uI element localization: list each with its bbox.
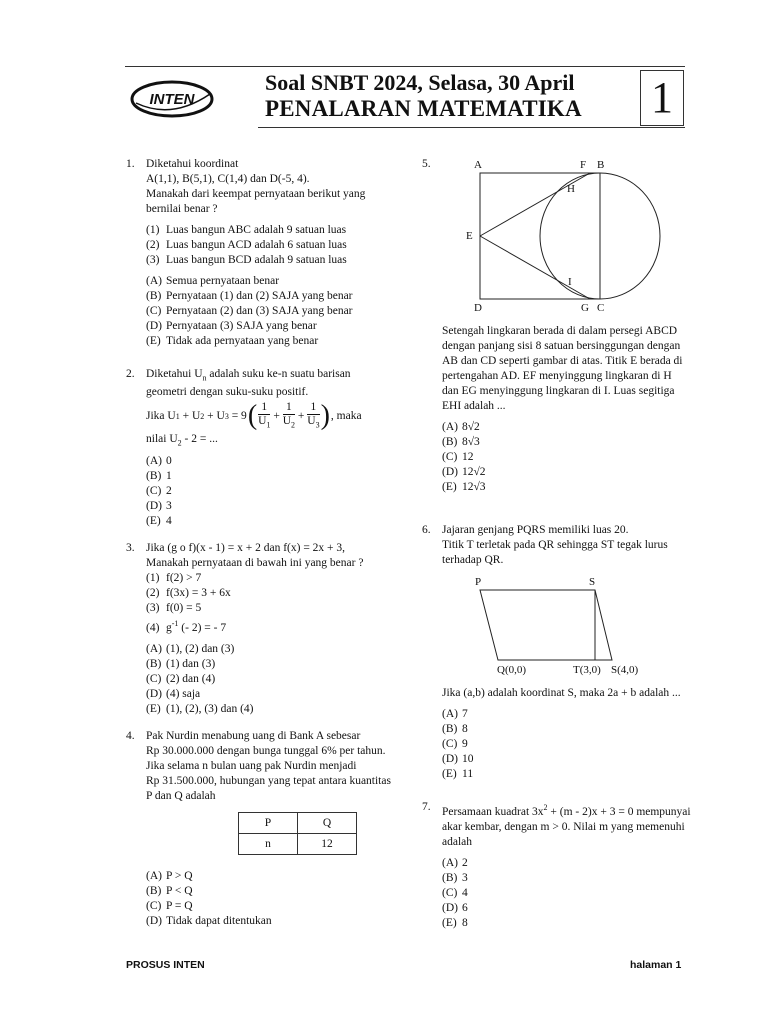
- footer-left: PROSUS INTEN: [126, 959, 205, 971]
- logo-text: INTEN: [149, 91, 195, 108]
- statement-item: (4) $g^{-1}$ (- 2) = - 7: [146, 619, 227, 634]
- q6-line: terhadap QR.: [442, 554, 504, 566]
- label-h: H: [567, 183, 575, 195]
- answer-option[interactable]: (D) 12√2: [442, 466, 486, 478]
- question-number: 1.: [126, 158, 135, 170]
- q4-line: Pak Nurdin menabung uang di Bank A sebesar: [146, 730, 361, 742]
- q3-line: Jika (g o f)(x - 1) = x + 2 dan f(x) = 2x + 3,: [146, 542, 346, 554]
- answer-option[interactable]: (A) (1), (2) dan (3): [146, 642, 235, 655]
- answer-option[interactable]: (B) Pernyataan (1) dan (2) SAJA yang benar: [146, 290, 353, 302]
- q4-line: Rp 30.000.000 dengan bunga tunggal 6% per tahun.: [146, 745, 386, 757]
- statement-item: (3) f(0) = 5: [146, 602, 202, 614]
- question-number: 3.: [126, 542, 135, 554]
- q4-line: Jika selama n bulan uang pak Nurdin menjadi: [146, 760, 357, 772]
- table-cell-q: 12: [298, 834, 357, 855]
- question-6-text: [442, 686, 712, 782]
- page-title-line2: PENALARAN MATEMATIKA: [265, 96, 582, 121]
- inten-logo: [130, 80, 214, 118]
- label-b: B: [597, 159, 605, 171]
- header-rule-top: [125, 66, 685, 67]
- q7-line: adalah: [442, 835, 473, 848]
- q2-line: Diketahui $U_n$ adalah suku ke-n suatu barisan: [146, 368, 351, 383]
- answer-option[interactable]: (C) 2: [146, 484, 172, 497]
- q5-line: pertengahan AD. EF menyinggung lingkaran di H: [442, 370, 672, 382]
- answer-option[interactable]: (E) 4: [146, 514, 172, 527]
- answer-option[interactable]: (D) Tidak dapat ditentukan: [146, 915, 272, 927]
- q1-line: Manakah dari keempat pernyataan berikut yang: [146, 188, 366, 200]
- answer-option[interactable]: (A) P > Q: [146, 870, 193, 882]
- q6-line: Titik T terletak pada QR sehingga ST tegak lurus: [442, 539, 668, 551]
- q4-line: P dan Q adalah: [146, 790, 216, 802]
- answer-option[interactable]: (B) 3: [442, 871, 468, 884]
- answer-option[interactable]: (A) 8√2: [442, 421, 480, 433]
- table-cell-p: n: [239, 834, 298, 855]
- answer-option[interactable]: (A) 2: [442, 856, 468, 869]
- question-5-text: [442, 324, 712, 495]
- answer-option[interactable]: (D) Pernyataan (3) SAJA yang benar: [146, 320, 317, 332]
- label-q: Q(0,0): [497, 664, 527, 676]
- label-g: G: [581, 302, 589, 314]
- question-number: 7.: [422, 801, 431, 813]
- answer-option[interactable]: (B) (1) dan (3): [146, 657, 216, 670]
- answer-option[interactable]: (C) 12: [442, 451, 474, 463]
- answer-option[interactable]: (D) (4) saja: [146, 687, 201, 700]
- parallelogram-diagram: [470, 573, 650, 679]
- question-number: 6.: [422, 524, 431, 536]
- page-title-line1: Soal SNBT 2024, Selasa, 30 April: [265, 70, 575, 95]
- answer-option[interactable]: (E) 12√3: [442, 481, 486, 493]
- label-s-coord: S(4,0): [611, 664, 639, 676]
- q5-line: Setengah lingkaran berada di dalam persegi ABCD: [442, 325, 678, 337]
- q2-line: nilai $U_2 - 2$ = ...: [146, 433, 218, 448]
- statement-item: (1) Luas bangun ABC adalah 9 satuan luas: [146, 224, 347, 236]
- footer-page-number: halaman 1: [630, 959, 682, 971]
- answer-option[interactable]: (C) P = Q: [146, 900, 193, 912]
- q3-line: Manakah pernyataan di bawah ini yang benar ?: [146, 557, 364, 569]
- q5-line: AB dan CD seperti gambar di atas. Titik E berada di: [442, 355, 683, 367]
- question-number: 2.: [126, 368, 135, 380]
- question-number: 5.: [422, 158, 431, 170]
- q7-line: akar kembar, dengan m > 0. Nilai m yang memenuhi: [442, 820, 685, 833]
- answer-option[interactable]: (E) (1), (2), (3) dan (4): [146, 702, 254, 715]
- label-e: E: [466, 230, 473, 242]
- statement-item: (3) Luas bangun BCD adalah 9 satuan luas: [146, 254, 347, 266]
- q5-line: dengan panjang sisi 8 satuan bersinggungan dengan: [442, 340, 681, 352]
- answer-option[interactable]: (E) 11: [442, 768, 474, 780]
- answer-option[interactable]: (A) 0: [146, 454, 172, 467]
- answer-option[interactable]: (C) 9: [442, 738, 468, 750]
- header-rule-bottom: [258, 127, 685, 128]
- table-header-q: Q: [298, 813, 357, 834]
- q6-after: Jika (a,b) adalah koordinat S, maka 2a + b adalah ...: [442, 687, 681, 699]
- question-number: 4.: [126, 730, 135, 742]
- answer-option[interactable]: (D) 10: [442, 753, 474, 765]
- answer-option[interactable]: (C) (2) dan (4): [146, 672, 216, 685]
- q5-line: EHI adalah ...: [442, 400, 506, 412]
- q5-line: dan EG menyinggung lingkaran di I. Luas segitiga: [442, 385, 675, 397]
- q2-line: geometri dengan suku-suku positif.: [146, 386, 309, 399]
- q6-line: Jajaran genjang PQRS memiliki luas 20.: [442, 524, 629, 536]
- statement-item: (2) f(3x) = 3 + 6x: [146, 587, 231, 599]
- label-s: S: [589, 576, 596, 588]
- label-c: C: [597, 302, 605, 314]
- answer-option[interactable]: (C) 4: [442, 886, 468, 899]
- q1-line: A(1,1), B(5,1), C(1,4) dan D(-5, 4).: [146, 173, 310, 185]
- pq-table: [238, 812, 357, 855]
- q4-line: Rp 31.500.000, hubungan yang tepat antara kuantitas: [146, 775, 391, 787]
- q7-line: Persamaan kuadrat $3x^2 + (m - 2)x + 3 = 0$ mempunyai: [442, 803, 691, 818]
- statement-item: (2) Luas bangun ACD adalah 6 satuan luas: [146, 239, 347, 251]
- answer-option[interactable]: (E) Tidak ada pernyataan yang benar: [146, 335, 319, 347]
- label-t: T(3,0): [573, 664, 601, 676]
- statement-item: (1) f(2) > 7: [146, 572, 202, 584]
- answer-option[interactable]: (C) Pernyataan (2) dan (3) SAJA yang benar: [146, 305, 353, 317]
- label-d: D: [474, 302, 482, 314]
- answer-option[interactable]: (B) 1: [146, 469, 172, 482]
- q1-line: Diketahui koordinat: [146, 158, 239, 170]
- answer-option[interactable]: (D) 3: [146, 499, 172, 512]
- page-number-box: 1: [640, 70, 684, 126]
- q1-line: bernilai benar ?: [146, 203, 218, 215]
- answer-option[interactable]: (B) 8: [442, 723, 468, 735]
- answer-option[interactable]: (B) 8√3: [442, 436, 480, 448]
- answer-option[interactable]: (B) P < Q: [146, 885, 193, 897]
- label-f: F: [580, 159, 587, 171]
- answer-option[interactable]: (D) 6: [442, 901, 468, 914]
- label-a: A: [474, 159, 482, 171]
- answer-option[interactable]: (E) 8: [442, 916, 468, 929]
- circle-square-diagram: [460, 155, 680, 315]
- table-header-p: P: [239, 813, 298, 834]
- label-i: I: [568, 276, 572, 288]
- answer-option[interactable]: (A) 7: [442, 708, 468, 720]
- q2-equation: Jika U 1 + U 2 + U 3 = 9 ( $\frac{1}{U_1}$ + $\frac{1}{U_2}$ + $\frac{1}{U_3}$ ) , maka: [146, 400, 362, 432]
- answer-option[interactable]: (A) Semua pernyataan benar: [146, 275, 280, 287]
- label-p: P: [475, 576, 482, 588]
